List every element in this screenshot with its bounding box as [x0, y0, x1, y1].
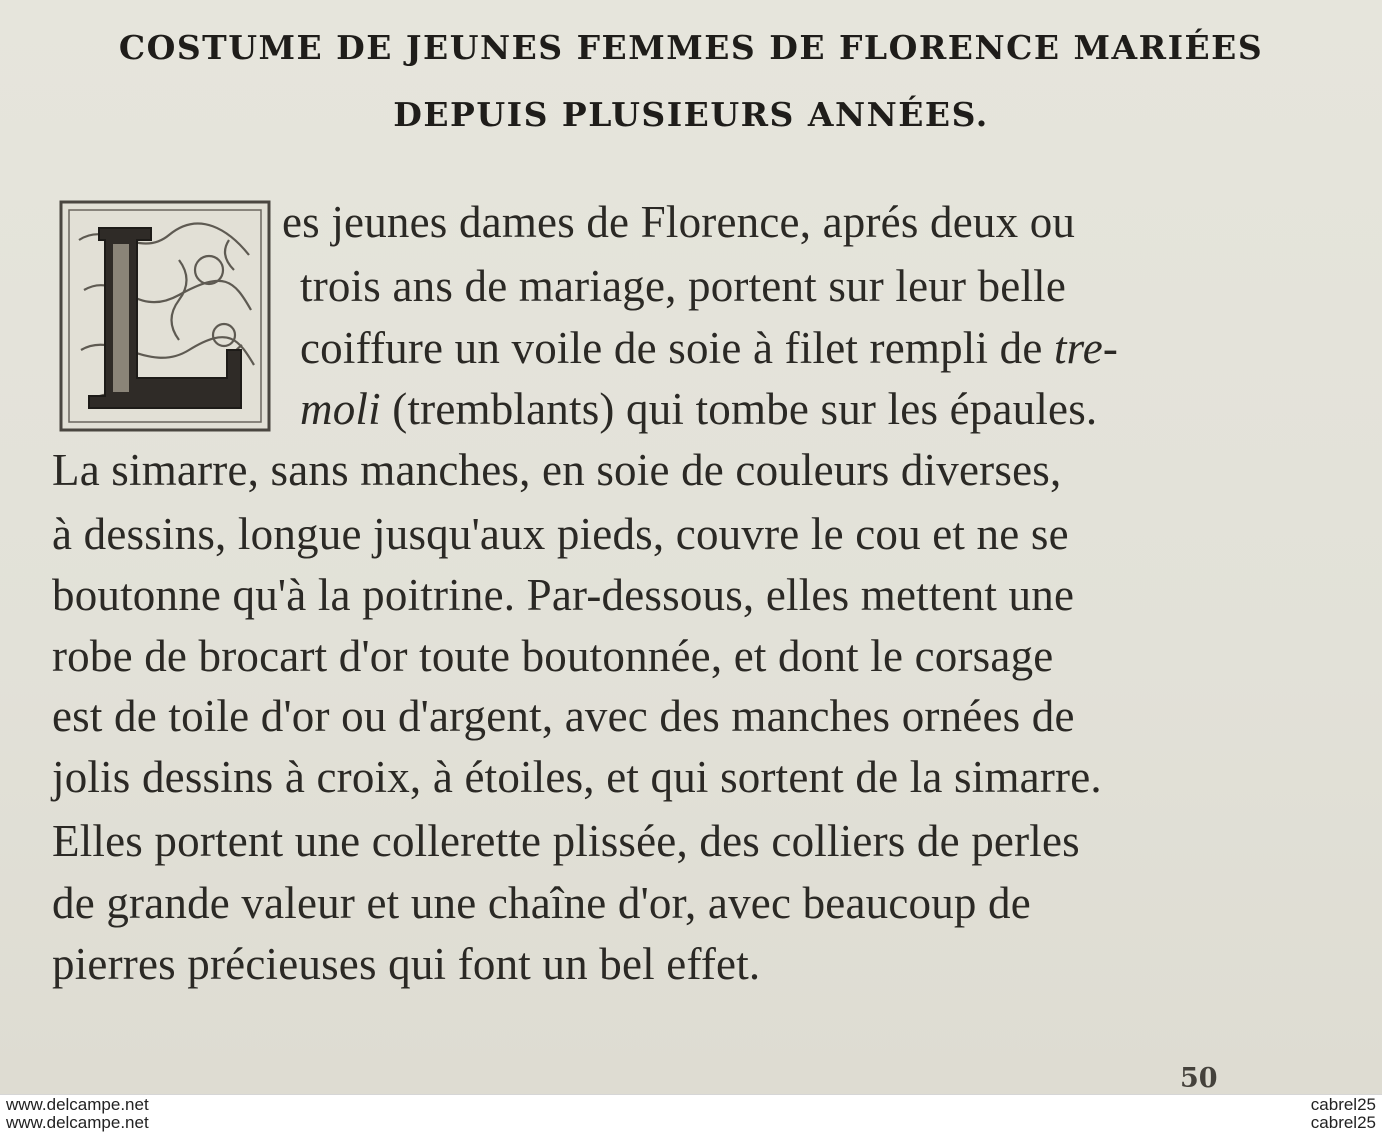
text-line-3: coiffure un voile de soie à filet rempli de tre- — [300, 323, 1119, 373]
footer-right — [1311, 1096, 1376, 1132]
text-line-2: trois ans de mariage, portent sur leur belle — [300, 261, 1067, 311]
footer-left — [6, 1096, 149, 1132]
text-line-6: à dessins, longue jusqu'aux pieds, couvre le cou et ne se — [52, 509, 1069, 559]
text-line-10: jolis dessins à croix, à étoiles, et qui sortent de la simarre. — [52, 752, 1102, 802]
page-title-line-1: COSTUME DE JEUNES FEMMES DE FLORENCE MARIÉES — [118, 28, 1264, 67]
text-line-5: La simarre, sans manches, en soie de couleurs diverses, — [52, 445, 1062, 495]
text-line-9: est de toile d'or ou d'argent, avec des manches ornées de — [52, 691, 1075, 741]
watermark-footer — [0, 1094, 1382, 1133]
text-line-4: moli (tremblants) qui tombe sur les épaules. — [300, 384, 1098, 434]
text-line-7: boutonne qu'à la poitrine. Par-dessous, elles mettent une — [52, 570, 1075, 620]
footer-seller-name: cabrel25 — [1310, 1095, 1376, 1114]
text-line-1: es jeunes dames de Florence, aprés deux ou — [282, 197, 1076, 247]
footer-site-link-repeat[interactable]: www.delcampe.net — [6, 1113, 149, 1132]
text-line-13: pierres précieuses qui font un bel effet. — [52, 939, 761, 989]
text-line-11: Elles portent une collerette plissée, des colliers de perles — [52, 816, 1080, 866]
page-number: 50 — [1180, 1063, 1218, 1094]
page-title-line-2: DEPUIS PLUSIEURS ANNÉES. — [393, 95, 989, 134]
decorative-initial-l-icon — [59, 200, 271, 432]
footer-seller-name-repeat: cabrel25 — [1310, 1113, 1376, 1132]
text-line-8: robe de brocart d'or toute boutonnée, et dont le corsage — [52, 631, 1054, 681]
footer-site-link[interactable]: www.delcampe.net — [6, 1095, 149, 1114]
text-line-12: de grande valeur et une chaîne d'or, avec beaucoup de — [52, 878, 1031, 928]
